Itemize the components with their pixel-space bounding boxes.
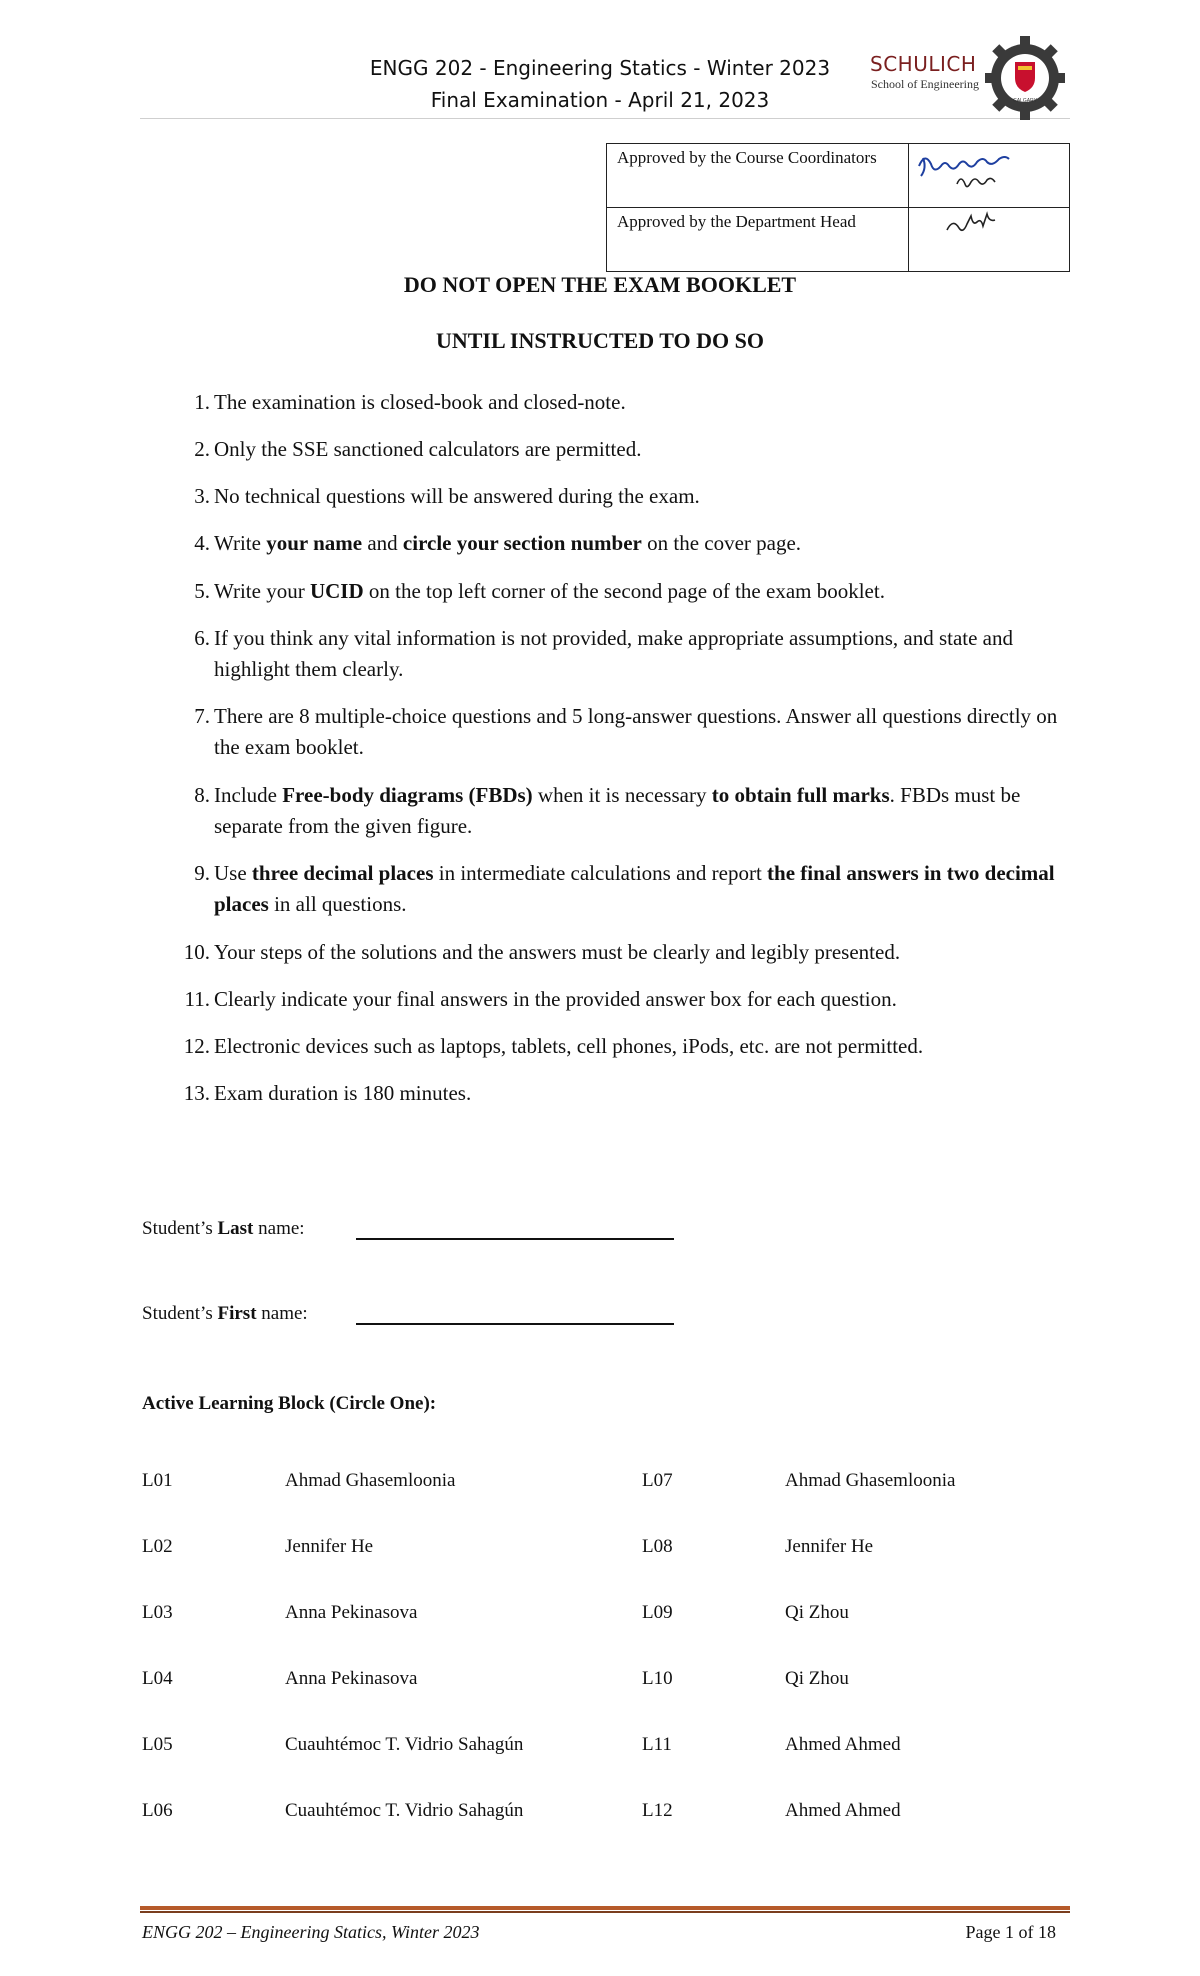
- approval-table: [606, 143, 1070, 272]
- section-code[interactable]: L08: [642, 1536, 673, 1557]
- section-code[interactable]: L05: [142, 1734, 173, 1755]
- instruction-item: [172, 528, 1072, 559]
- instruction-number: 8.: [194, 783, 210, 807]
- instruction-item: [172, 434, 1072, 465]
- instruction-item: [172, 1031, 1072, 1062]
- section-instructor: Qi Zhou: [785, 1602, 849, 1623]
- section-code[interactable]: L06: [142, 1800, 173, 1821]
- instruction-text: Exam duration is 180 minutes.: [214, 1081, 472, 1105]
- gear-icon: [985, 32, 1065, 124]
- instruction-text: Use three decimal places in intermediate calculations and report the final answers in two decimal places in all questions.: [214, 861, 1055, 916]
- instruction-number: 1.: [194, 390, 210, 414]
- instruction-item: [172, 481, 1072, 512]
- instruction-number: 3.: [194, 484, 210, 508]
- instruction-text: There are 8 multiple-choice questions and 5 long-answer questions. Answer all questions directly on the exam booklet.: [214, 704, 1058, 759]
- logo-subtitle: School of Engineering: [871, 77, 979, 91]
- section-instructor: Cuauhtémoc T. Vidrio Sahagún: [285, 1734, 524, 1755]
- instruction-number: 11.: [184, 987, 210, 1011]
- section-instructor: Ahmed Ahmed: [785, 1734, 901, 1755]
- section-instructor: Qi Zhou: [785, 1668, 849, 1689]
- section-instructor: Jennifer He: [285, 1536, 374, 1557]
- instruction-text: Include Free-body diagrams (FBDs) when it is necessary to obtain full marks. FBDs must be separate from the given figure.: [214, 783, 1021, 838]
- instruction-text: Your steps of the solutions and the answers must be clearly and legibly presented.: [214, 940, 901, 964]
- footer-page-number: Page 1 of 18: [965, 1922, 1056, 1942]
- instruction-text: If you think any vital information is not provided, make appropriate assumptions, and state and highlight them clearly.: [214, 626, 1013, 681]
- section-code[interactable]: L04: [142, 1668, 173, 1689]
- svg-text:CALGARY: CALGARY: [1013, 98, 1037, 104]
- section-code[interactable]: L10: [642, 1668, 673, 1689]
- warning-title-line1: DO NOT OPEN THE EXAM BOOKLET: [403, 272, 797, 297]
- first-name-field[interactable]: [356, 1323, 674, 1325]
- instruction-text: The examination is closed-book and closed-note.: [214, 390, 626, 414]
- instruction-number: 2.: [194, 437, 210, 461]
- head-signature: [909, 208, 1070, 272]
- section-instructor: Cuauhtémoc T. Vidrio Sahagún: [285, 1800, 524, 1821]
- section-instructor: Ahmed Ahmed: [785, 1800, 901, 1821]
- first-name-label: Student’s First name:: [142, 1303, 308, 1324]
- instruction-number: 12.: [183, 1034, 210, 1058]
- instruction-text: Write your UCID on the top left corner of the second page of the exam booklet.: [214, 579, 885, 603]
- signature-icon: [909, 208, 1069, 238]
- footer-divider: [140, 1906, 1070, 1910]
- section-code[interactable]: L02: [142, 1536, 173, 1557]
- instruction-number: 5.: [194, 579, 210, 603]
- coordinator-signatures: [909, 144, 1070, 208]
- section-instructor: Anna Pekinasova: [285, 1602, 418, 1623]
- instruction-item: [172, 701, 1072, 763]
- instruction-item: [172, 780, 1072, 842]
- instruction-item: [172, 623, 1072, 685]
- section-instructor: Anna Pekinasova: [285, 1668, 418, 1689]
- section-instructor: Ahmad Ghasemloonia: [285, 1470, 456, 1491]
- section-code[interactable]: L03: [142, 1602, 173, 1623]
- instruction-number: 7.: [194, 704, 210, 728]
- section-instructor: Jennifer He: [785, 1536, 874, 1557]
- approval-coordinators-label: Approved by the Course Coordinators: [607, 144, 909, 208]
- logo-name: SCHULICH: [870, 52, 977, 76]
- schulich-logo: [870, 32, 1060, 127]
- instruction-text: Clearly indicate your final answers in the provided answer box for each question.: [214, 987, 897, 1011]
- instruction-text: Only the SSE sanctioned calculators are permitted.: [214, 437, 642, 461]
- section-code[interactable]: L12: [642, 1800, 673, 1821]
- instruction-number: 13.: [183, 1081, 210, 1105]
- active-learning-block-title: Active Learning Block (Circle One):: [142, 1393, 437, 1414]
- approval-head-label: Approved by the Department Head: [607, 208, 909, 272]
- instruction-item: [172, 387, 1072, 418]
- instruction-number: 10.: [183, 940, 210, 964]
- section-instructor: Ahmad Ghasemloonia: [785, 1470, 956, 1491]
- instruction-item: [172, 937, 1072, 968]
- section-code[interactable]: L11: [642, 1734, 672, 1755]
- instruction-number: 6.: [194, 626, 210, 650]
- header-exam-date: Final Examination - April 21, 2023: [430, 88, 770, 112]
- last-name-label: Student’s Last name:: [142, 1218, 305, 1239]
- footer-course: ENGG 202 – Engineering Statics, Winter 2023: [142, 1922, 480, 1942]
- instruction-text: Write your name and circle your section number on the cover page.: [214, 531, 802, 555]
- last-name-field[interactable]: [356, 1238, 674, 1240]
- instruction-item: [172, 858, 1072, 920]
- signature-icon: [909, 144, 1069, 199]
- instruction-item: [172, 1078, 1072, 1109]
- instruction-number: 9.: [194, 861, 210, 885]
- section-code[interactable]: L09: [642, 1602, 673, 1623]
- header-course-title: ENGG 202 - Engineering Statics - Winter 2023: [369, 56, 831, 80]
- warning-title-line2: UNTIL INSTRUCTED TO DO SO: [435, 328, 765, 353]
- instruction-number: 4.: [194, 531, 210, 555]
- instruction-text: Electronic devices such as laptops, tablets, cell phones, iPods, etc. are not permitted.: [214, 1034, 924, 1058]
- footer-divider-dark: [140, 1911, 1070, 1913]
- instruction-item: [172, 984, 1072, 1015]
- section-code[interactable]: L01: [142, 1470, 173, 1491]
- section-code[interactable]: L07: [642, 1470, 673, 1491]
- instruction-text: No technical questions will be answered during the exam.: [214, 484, 700, 508]
- instruction-item: [172, 576, 1072, 607]
